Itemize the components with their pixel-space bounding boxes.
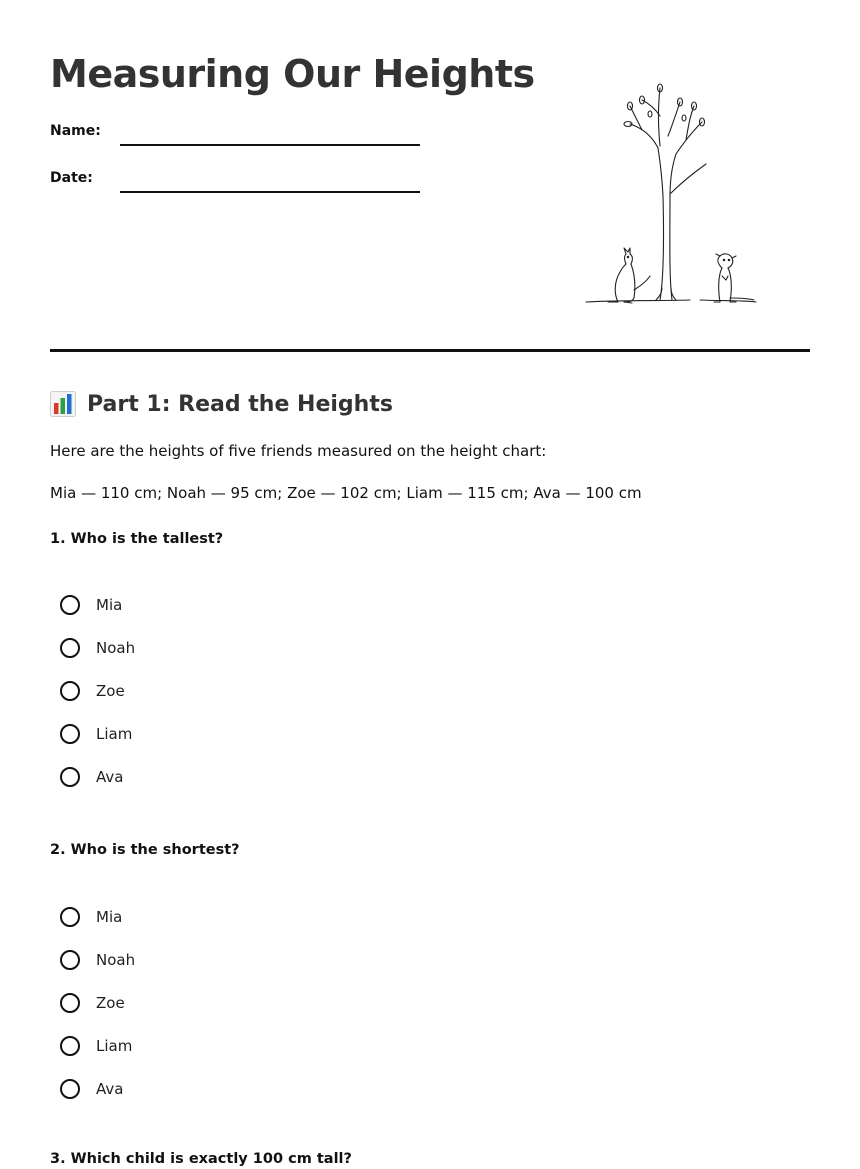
tree-and-animals-illustration <box>580 76 770 312</box>
intro-text: Here are the heights of five friends measured on the height chart: <box>50 442 547 460</box>
name-label: Name: <box>50 123 101 139</box>
page-title: Measuring Our Heights <box>50 52 535 96</box>
radio-button[interactable] <box>60 638 80 658</box>
q2-option-zoe[interactable] <box>60 981 460 1024</box>
radio-button[interactable] <box>60 993 80 1013</box>
option-label: Noah <box>96 638 136 657</box>
part1-title: Part 1: Read the Heights <box>87 391 393 417</box>
q2-option-ava[interactable] <box>60 1067 460 1110</box>
option-label: Liam <box>96 724 133 743</box>
question-3: 3. Which child is exactly 100 cm tall? <box>50 1151 352 1167</box>
option-label: Ava <box>96 1079 124 1098</box>
question-1-options <box>60 583 460 798</box>
q1-option-noah[interactable] <box>60 626 460 669</box>
q2-option-mia[interactable] <box>60 895 460 938</box>
radio-button[interactable] <box>60 1036 80 1056</box>
q1-option-ava[interactable] <box>60 755 460 798</box>
radio-button[interactable] <box>60 1079 80 1099</box>
q1-option-mia[interactable] <box>60 583 460 626</box>
date-label: Date: <box>50 170 93 186</box>
option-label: Liam <box>96 1036 133 1055</box>
radio-button[interactable] <box>60 767 80 787</box>
heights-list: Mia — 110 cm; Noah — 95 cm; Zoe — 102 cm; Liam — 115 cm; Ava — 100 cm <box>50 484 642 502</box>
q1-option-zoe[interactable] <box>60 669 460 712</box>
question-2: 2. Who is the shortest? <box>50 842 240 858</box>
radio-button[interactable] <box>60 724 80 744</box>
q2-option-noah[interactable] <box>60 938 460 981</box>
option-label: Mia <box>96 907 123 926</box>
section-divider <box>50 349 810 352</box>
q2-option-liam[interactable] <box>60 1024 460 1067</box>
option-label: Ava <box>96 767 124 786</box>
question-1: 1. Who is the tallest? <box>50 531 224 547</box>
option-label: Zoe <box>96 681 125 700</box>
option-label: Mia <box>96 595 123 614</box>
option-label: Noah <box>96 950 136 969</box>
question-2-options <box>60 895 460 1110</box>
option-label: Zoe <box>96 993 125 1012</box>
q1-option-liam[interactable] <box>60 712 460 755</box>
bar-chart-icon <box>50 391 76 417</box>
date-write-line[interactable] <box>120 191 420 193</box>
radio-button[interactable] <box>60 907 80 927</box>
radio-button[interactable] <box>60 950 80 970</box>
name-write-line[interactable] <box>120 144 420 146</box>
name-field[interactable] <box>50 121 430 151</box>
part1-heading <box>50 388 393 420</box>
date-field[interactable] <box>50 168 430 198</box>
radio-button[interactable] <box>60 681 80 701</box>
radio-button[interactable] <box>60 595 80 615</box>
